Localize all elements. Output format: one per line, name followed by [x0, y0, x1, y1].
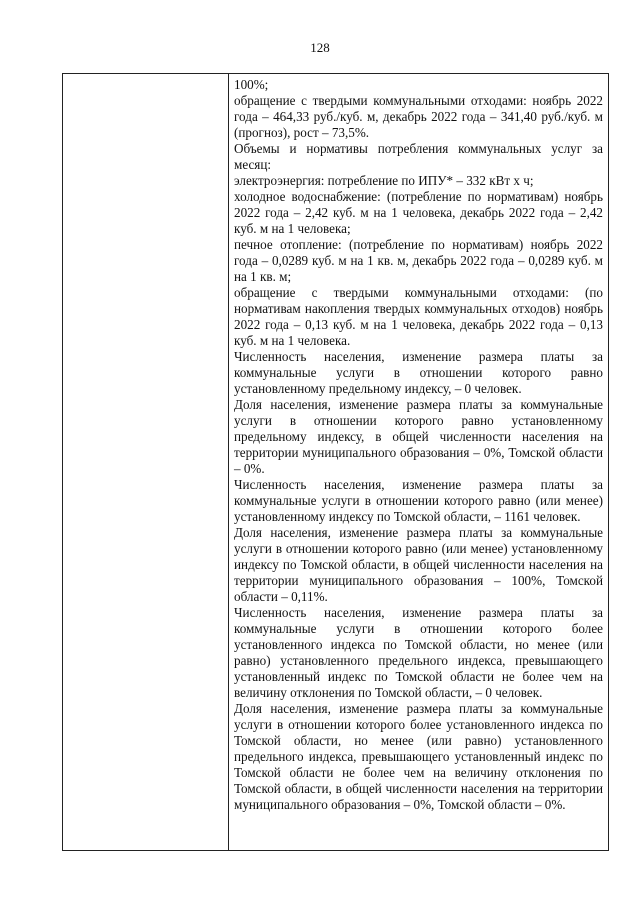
page-number: 128 [310, 40, 330, 55]
paragraph-population-above-index: Численность населения, изменение размера платы за коммунальные услуги в отношении которого более установленного индекса по Томской области, но менее (или равно) установленного предельного индекса, превышающего установленный индекс по Томской области не более чем на величину отклонения по Томской области, – 0 человек. [234, 605, 603, 700]
paragraph-share-equal-limit: Доля населения, изменение размера платы за коммунальные услуги в отношении которого равно установленному предельному индексу, в общей численности населения на территории муниципального образования – 0%, Томской области – 0%. [234, 397, 603, 476]
document-table [62, 73, 609, 851]
table-right-column [229, 74, 608, 850]
paragraph-share-above-index: Доля населения, изменение размера платы за коммунальные услуги в отношении которого более установленного индекса по Томской области, но менее (или равно) установленного предельного индекса, превышающего установленный индекс по Томской области не более чем на величину отклонения по Томской области, в общей численности населения на территории муниципального образования – 0%, Томской области – 0%. [234, 701, 603, 812]
paragraph-percent-tail: 100%; [234, 77, 269, 92]
paragraph-solid-waste-norms: обращение с твердыми коммунальными отходами: (по нормативам накопления твердых коммунальных отходов) ноябрь 2022 года – 0,13 куб. м на 1 человека, декабрь 2022 года – 0,13 куб. м на 1 человека. [234, 285, 603, 348]
table-left-column-empty [63, 74, 229, 850]
paragraph-stove-heating: печное отопление: (потребление по нормативам) ноябрь 2022 года – 0,0289 куб. м на 1 кв. м, декабрь 2022 года – 0,0289 куб. м на 1 кв. м; [234, 237, 603, 284]
paragraph-volumes-heading: Объемы и нормативы потребления коммунальных услуг за месяц: [234, 141, 603, 172]
paragraph-population-equal-limit: Численность населения, изменение размера платы за коммунальные услуги в отношении которого равно установленному предельному индексу, – 0 человек. [234, 349, 603, 396]
paragraph-cold-water: холодное водоснабжение: (потребление по нормативам) ноябрь 2022 года – 2,42 куб. м на 1 человека, декабрь 2022 года – 2,42 куб. м на 1 человека; [234, 189, 603, 236]
paragraph-electricity: электроэнергия: потребление по ИПУ* – 332 кВт х ч; [234, 173, 534, 188]
paragraph-share-equal-index: Доля населения, изменение размера платы за коммунальные услуги в отношении которого равно (или менее) установленному индексу по Томской области, в общей численности населения на территории муниципального образования – 100%, Томской области – 0,11%. [234, 525, 603, 604]
paragraph-solid-waste-tariff: обращение с твердыми коммунальными отходами: ноябрь 2022 года – 464,33 руб./куб. м, декабрь 2022 года – 341,40 руб./куб. м (прогноз), рост – 73,5%. [234, 93, 603, 140]
paragraph-population-equal-index: Численность населения, изменение размера платы за коммунальные услуги в отношении которого равно (или менее) установленному индексу по Томской области, – 1161 человек. [234, 477, 603, 524]
